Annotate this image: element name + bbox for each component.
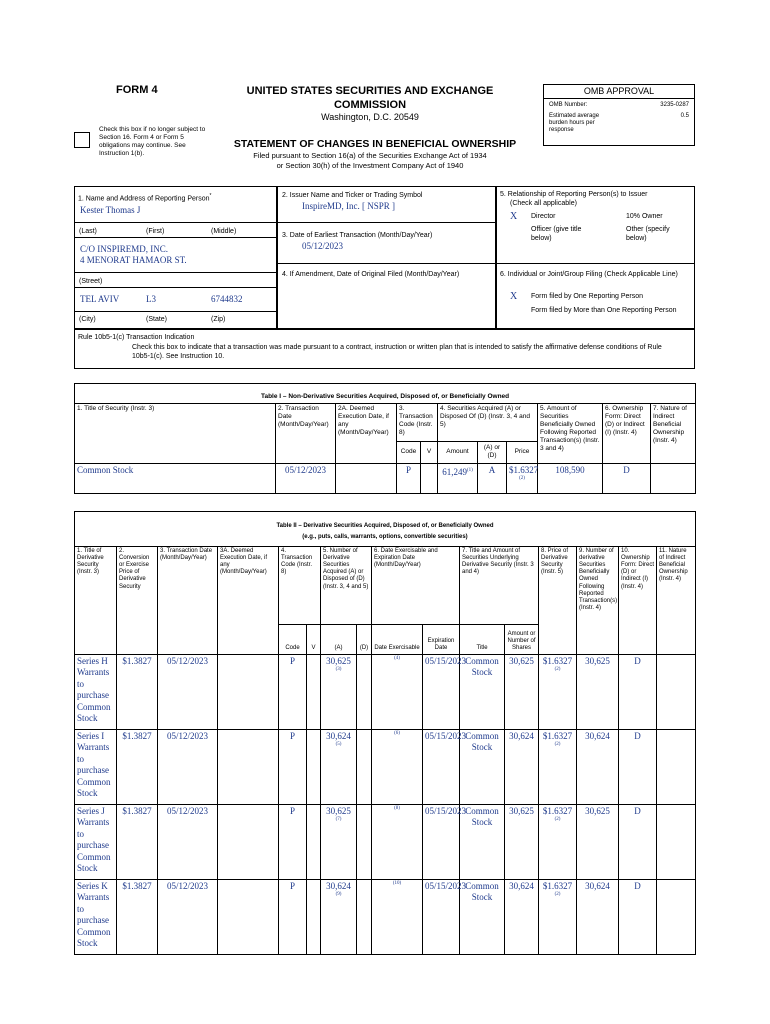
t2-price-footnote: (2) xyxy=(554,741,561,747)
t1-code: P xyxy=(397,463,421,493)
issuer-name: InspireMD, Inc. [ NSPR ] xyxy=(302,201,395,211)
t2-price-cell xyxy=(539,654,577,729)
t1-code-header: Code xyxy=(397,441,421,463)
t2-underlying-title: Common Stock xyxy=(460,654,505,729)
t2-security-title: Series J Warrants to purchase Common Stock xyxy=(75,804,117,879)
relationship-label xyxy=(500,191,690,208)
t1-form: D xyxy=(603,463,651,493)
t2-expiration: 05/15/2023 xyxy=(423,879,460,954)
one-person-mark[interactable]: X xyxy=(510,291,518,302)
t2-date: 05/12/2023 xyxy=(158,729,218,804)
t2-qty-cell xyxy=(321,654,357,729)
t2-underlying-amount: 30,625 xyxy=(505,654,539,729)
omb-burden: 0.5 xyxy=(680,113,689,119)
t1-col2-header: 2. Transaction Date (Month/Day/Year) xyxy=(276,403,336,463)
t2-a-header: (A) xyxy=(321,624,357,654)
issuer-label: 2. Issuer Name and Ticker or Trading Symbol xyxy=(282,192,423,199)
t1-price-cell xyxy=(507,463,538,493)
zip-label: (Zip) xyxy=(211,316,226,323)
state-value: L3 xyxy=(146,294,156,304)
table-2-subtitle: (e.g., puts, calls, warrants, options, convertible securities) xyxy=(302,533,468,540)
t2-qty: 30,625 xyxy=(326,805,351,816)
one-person-label: Form filed by One Reporting Person xyxy=(531,293,644,300)
reporting-address xyxy=(80,244,187,266)
address-line-1: C/O INSPIREMD, INC. xyxy=(80,244,169,254)
t1-price: $1.6327 xyxy=(509,464,539,475)
director-mark[interactable]: X xyxy=(510,211,518,222)
t2-col8-header: 8. Price of Derivative Security (Instr. 5) xyxy=(539,546,577,654)
t2-date: 05/12/2023 xyxy=(158,879,218,954)
t2-owned: 30,625 xyxy=(577,804,619,879)
rule-text: Check this box to indicate that a transaction was made pursuant to a contract, instruction or written plan that is intended to satisfy the affirmative defense conditions of Rule 10b5-1(c). See Instruction 10. xyxy=(132,344,662,360)
t2-code-header: Code xyxy=(279,624,307,654)
t2-qty: 30,624 xyxy=(326,730,351,741)
t2-form: D xyxy=(619,654,657,729)
t2-col9-header: 9. Number of derivative Securities Beneficially Owned Following Reported Transaction(s) (Instr. 4) xyxy=(577,546,619,654)
t2-date: 05/12/2023 xyxy=(158,654,218,729)
t2-exercisable-footnote xyxy=(372,879,423,954)
t1-price-footnote: (2) xyxy=(519,475,525,481)
table-1 xyxy=(74,383,696,494)
t2-conversion-price: $1.3827 xyxy=(117,879,158,954)
form-number: FORM 4 xyxy=(116,84,158,96)
t2-underlying-amount: 30,624 xyxy=(505,729,539,804)
table-2 xyxy=(74,511,696,955)
t1-col5-header: 5. Amount of Securities Beneficially Owned Following Reported Transaction(s) (Instr. 3 and 4) xyxy=(538,403,603,463)
t2-price-footnote: (2) xyxy=(554,891,561,897)
t1-amount: 61,249 xyxy=(442,466,467,477)
first-label: (First) xyxy=(146,228,165,235)
t2-exer-fn: (10) xyxy=(392,880,402,886)
t1-date: 05/12/2023 xyxy=(276,463,336,493)
t2-expiration-header: Expiration Date xyxy=(423,624,460,654)
t2-price-cell xyxy=(539,729,577,804)
t1-col4-header: 4. Securities Acquired (A) or Disposed Of (D) (Instr. 3, 4 and 5) xyxy=(438,403,538,441)
t2-exercisable-footnote xyxy=(372,729,423,804)
street-label: (Street) xyxy=(79,278,103,285)
t2-col2-header: 2. Conversion or Exercise Price of Derivative Security xyxy=(117,546,158,654)
multi-person-label: Form filed by More than One Reporting Person xyxy=(531,307,677,314)
t2-qty-cell xyxy=(321,879,357,954)
t2-exer-fn: (4) xyxy=(394,655,400,661)
reporting-person-name: Kester Thomas J xyxy=(80,205,141,215)
table-row xyxy=(75,804,696,879)
table-1-title: Table I – Non-Derivative Securities Acquired, Disposed of, or Beneficially Owned xyxy=(75,391,696,404)
t2-qty-footnote: (7) xyxy=(335,816,342,822)
address-line-2: 4 MENORAT HAMAOR ST. xyxy=(80,255,187,265)
middle-label: (Middle) xyxy=(211,228,237,235)
t2-security-title: Series K Warrants to purchase Common Stock xyxy=(75,879,117,954)
checkbox-note: Check this box if no longer subject to Section 16. Form 4 or Form 5 obligations may continue. See Instruction 1(b). xyxy=(99,126,206,157)
table-row xyxy=(75,463,696,493)
t2-conversion-price: $1.3827 xyxy=(117,654,158,729)
t2-qty-footnote: (3) xyxy=(335,666,342,672)
zip-value: 6744832 xyxy=(211,294,243,304)
t2-col3-header: 3. Transaction Date (Month/Day/Year) xyxy=(158,546,218,654)
amendment-label: 4. If Amendment, Date of Original Filed (Month/Day/Year) xyxy=(282,271,460,278)
t1-col2a-header: 2A. Deemed Execution Date, if any (Month/Day/Year) xyxy=(336,403,397,463)
t1-owned: 108,590 xyxy=(538,463,603,493)
t2-underlying-title: Common Stock xyxy=(460,879,505,954)
officer-label: Officer (give title below) xyxy=(531,226,582,242)
t1-col7-header: 7. Nature of Indirect Beneficial Ownership (Instr. 4) xyxy=(651,403,696,463)
t2-qty: 30,625 xyxy=(326,655,351,666)
section16-checkbox[interactable] xyxy=(74,132,90,148)
filing-label: 6. Individual or Joint/Group Filing (Check Applicable Line) xyxy=(500,271,678,278)
t2-exercisable-header: Date Exercisable xyxy=(372,624,423,654)
t2-col6-header: 6. Date Exercisable and Expiration Date (Month/Day/Year) xyxy=(372,546,460,624)
t2-d-header: (D) xyxy=(357,624,372,654)
t1-aord: A xyxy=(478,463,507,493)
t2-underlying-amount: 30,624 xyxy=(505,879,539,954)
statement-title: STATEMENT OF CHANGES IN BENEFICIAL OWNERSHIP xyxy=(233,138,517,150)
t2-price: $1.6327 xyxy=(542,730,573,741)
t1-v-header: V xyxy=(421,441,438,463)
earliest-date-label: 3. Date of Earliest Transaction (Month/Day/Year) xyxy=(282,232,433,239)
t2-amount-header: Amount or Number of Shares xyxy=(505,624,539,654)
t2-conversion-price: $1.3827 xyxy=(117,729,158,804)
subtitle-line-1: Filed pursuant to Section 16(a) of the Securities Exchange Act of 1934 xyxy=(253,151,487,160)
t2-col4-header: 4. Transaction Code (Instr. 8) xyxy=(279,546,321,624)
t2-form: D xyxy=(619,729,657,804)
t2-exer-fn: (8) xyxy=(394,805,400,811)
omb-number-label: OMB Number: xyxy=(549,102,588,108)
t2-underlying-title: Common Stock xyxy=(460,804,505,879)
table-2-title: Table II – Derivative Securities Acquired, Disposed of, or Beneficially Owned xyxy=(276,522,494,529)
t2-date: 05/12/2023 xyxy=(158,804,218,879)
t1-amount-footnote: (1) xyxy=(466,467,473,473)
t2-security-title: Series H Warrants to purchase Common Stock xyxy=(75,654,117,729)
t1-col3-header: 3. Transaction Code (Instr. 8) xyxy=(397,403,438,441)
earliest-date: 05/12/2023 xyxy=(302,241,344,251)
t2-qty-footnote: (5) xyxy=(335,741,342,747)
subtitle-line-2: or Section 30(h) of the Investment Company Act of 1940 xyxy=(276,161,464,170)
city-value: TEL AVIV xyxy=(80,294,120,304)
t2-underlying-title: Common Stock xyxy=(460,729,505,804)
t2-expiration: 05/15/2023 xyxy=(423,804,460,879)
t2-owned: 30,624 xyxy=(577,879,619,954)
t2-security-title: Series I Warrants to purchase Common Stock xyxy=(75,729,117,804)
t1-amount-cell xyxy=(438,463,478,493)
t2-v-header: V xyxy=(307,624,321,654)
t2-col5-header: 5. Number of Derivative Securities Acquired (A) or Disposed of (D) (Instr. 3, 4 and 5) xyxy=(321,546,372,624)
t2-price: $1.6327 xyxy=(542,880,573,891)
t2-code: P xyxy=(279,879,307,954)
reporting-person-label: 1. Name and Address of Reporting Person xyxy=(78,195,210,203)
t2-code: P xyxy=(279,729,307,804)
t2-col11-header: 11. Nature of Indirect Beneficial Ownership (Instr. 4) xyxy=(657,546,696,654)
omb-approval-box xyxy=(543,84,695,146)
city-label: (City) xyxy=(79,316,96,323)
t2-code: P xyxy=(279,804,307,879)
t2-price: $1.6327 xyxy=(542,655,573,666)
t1-security-title: Common Stock xyxy=(75,463,276,493)
t2-col3a-header: 3A. Deemed Execution Date, if any (Month/Day/Year) xyxy=(218,546,279,654)
t2-price-footnote: (2) xyxy=(554,816,561,822)
last-label: (Last) xyxy=(79,228,97,235)
t2-price: $1.6327 xyxy=(542,805,573,816)
t1-price-header: Price xyxy=(507,441,538,463)
table-row xyxy=(75,879,696,954)
t2-qty-cell xyxy=(321,804,357,879)
state-label: (State) xyxy=(146,316,168,323)
t2-price-footnote: (2) xyxy=(554,666,561,672)
t2-expiration: 05/15/2023 xyxy=(423,729,460,804)
t2-exercisable-footnote xyxy=(372,654,423,729)
t1-col6-header: 6. Ownership Form: Direct (D) or Indirect (I) (Instr. 4) xyxy=(603,403,651,463)
t2-title-header: Title xyxy=(460,624,505,654)
t2-owned: 30,624 xyxy=(577,729,619,804)
table-2-title-cell xyxy=(75,519,696,547)
t2-col1-header: 1. Title of Derivative Security (Instr. 3) xyxy=(75,546,117,654)
t2-price-cell xyxy=(539,879,577,954)
t1-amount-header: Amount xyxy=(438,441,478,463)
t2-form: D xyxy=(619,804,657,879)
omb-number: 3235-0287 xyxy=(660,102,689,108)
t2-exercisable-footnote xyxy=(372,804,423,879)
director-label: Director xyxy=(531,213,556,220)
t1-aord-header: (A) or (D) xyxy=(478,441,507,463)
t2-qty-footnote: (9) xyxy=(335,891,342,897)
t2-code: P xyxy=(279,654,307,729)
table-row xyxy=(75,654,696,729)
t2-qty-cell xyxy=(321,729,357,804)
table-2-body xyxy=(75,654,696,954)
omb-title: OMB APPROVAL xyxy=(544,85,694,99)
t2-conversion-price: $1.3827 xyxy=(117,804,158,879)
ten-pct-owner-label: 10% Owner xyxy=(626,213,663,220)
t1-col1-header: 1. Title of Security (Instr. 3) xyxy=(75,403,276,463)
t2-form: D xyxy=(619,879,657,954)
t2-underlying-amount: 30,625 xyxy=(505,804,539,879)
omb-burden-label: Estimated average burden hours per response xyxy=(549,113,600,133)
agency-name: UNITED STATES SECURITIES AND EXCHANGE COMMISSION xyxy=(246,85,494,111)
rule-label: Rule 10b5-1(c) Transaction Indication xyxy=(78,334,195,341)
statement-subtitle xyxy=(230,151,510,171)
relationship-title: 5. Relationship of Reporting Person(s) to Issuer xyxy=(500,191,648,198)
t2-qty: 30,624 xyxy=(326,880,351,891)
t2-expiration: 05/15/2023 xyxy=(423,654,460,729)
table-row xyxy=(75,729,696,804)
t2-owned: 30,625 xyxy=(577,654,619,729)
other-label: Other (specify below) xyxy=(626,226,670,242)
t2-exer-fn: (6) xyxy=(394,730,400,736)
agency-city: Washington, D.C. 20549 xyxy=(321,112,419,122)
reporting-star: * xyxy=(209,193,212,199)
t2-col7-header: 7. Title and Amount of Securities Underlying Derivative Security (Instr. 3 and 4) xyxy=(460,546,539,624)
t2-col10-header: 10. Ownership Form: Direct (D) or Indirect (I) (Instr. 4) xyxy=(619,546,657,654)
relationship-sub: (Check all applicable) xyxy=(510,199,577,207)
t2-price-cell xyxy=(539,804,577,879)
